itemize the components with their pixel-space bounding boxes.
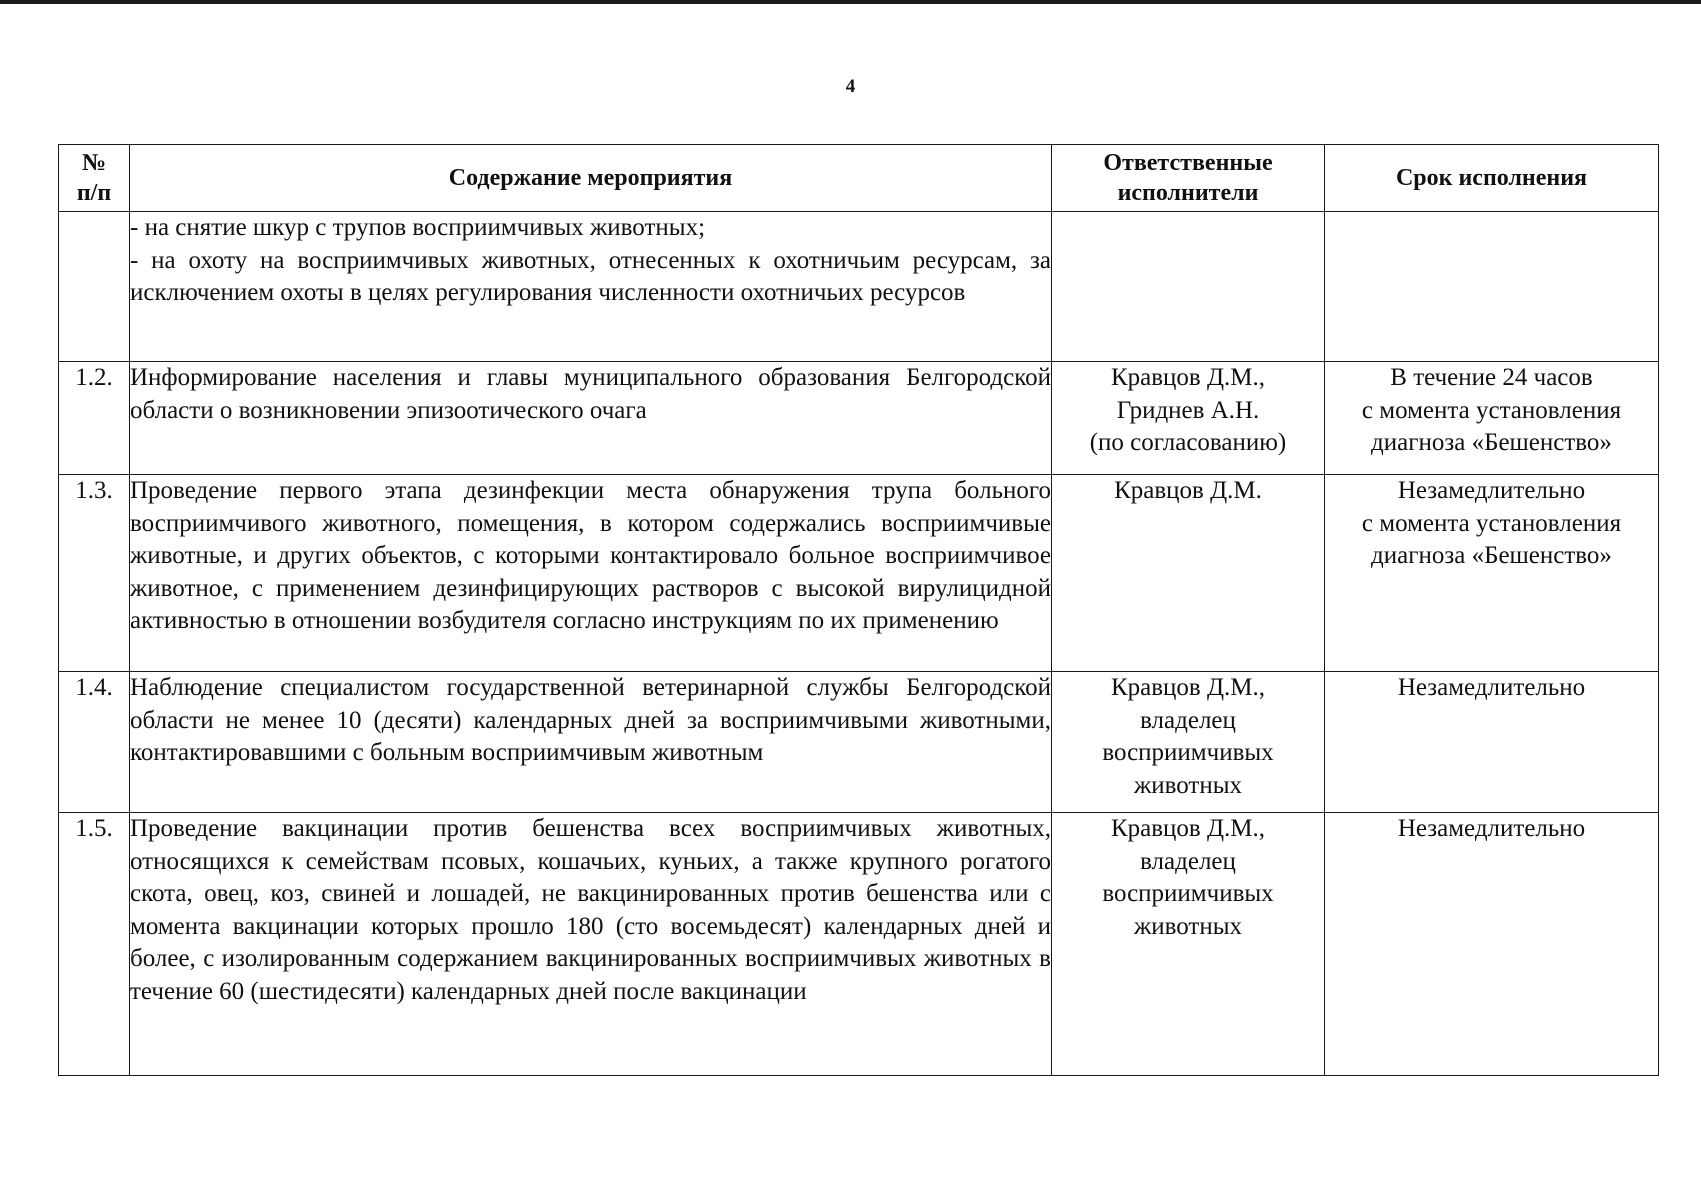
table-row (59, 475, 1659, 672)
term-line: Незамедлительно (1397, 674, 1586, 701)
responsible-line: владелец (1140, 706, 1236, 734)
row-content (130, 813, 1052, 1076)
row-content (130, 362, 1052, 475)
content-line: - на снятие шкур с трупов восприимчивых животных; (130, 214, 706, 241)
responsible-line: восприимчивых (1102, 739, 1274, 766)
row-responsible (1052, 813, 1325, 1076)
responsible-line: животных (1133, 771, 1243, 799)
content-line: Наблюдение специалистом государственной ветеринарной службы Белгородской области не менее 10 (десяти) календарных дней за восприимчивыми животными, контактировавшими с больным восприимчивым животным (130, 674, 1051, 766)
responsible-line: (по согласованию) (1089, 429, 1287, 456)
responsible-line: животных (1133, 912, 1243, 940)
table-row (59, 362, 1659, 475)
table-row (59, 813, 1659, 1076)
responsible-line: Кравцов Д.М. (1114, 477, 1262, 504)
responsible-line: Кравцов Д.М., (1110, 674, 1266, 701)
measures-table (58, 144, 1659, 1076)
row-number: 1.4. (59, 672, 130, 813)
responsible-line: Кравцов Д.М., (1110, 815, 1266, 842)
table-header-row (59, 145, 1659, 212)
header-responsible (1052, 145, 1325, 212)
row-term (1325, 362, 1659, 475)
row-content (130, 212, 1052, 362)
table-row (59, 672, 1659, 813)
row-content (130, 475, 1052, 672)
content-line: Проведение первого этапа дезинфекции места обнаружения трупа больного восприимчивого животного, помещения, в котором содержались восприимчивые животные, и других объектов, с которыми контактировало больное восприимчивое животное, с применением дезинфицирующих растворов с высокой вирулицидной активностью в отношении возбудителя согласно инструкциям по их применению (130, 477, 1051, 634)
term-line: с момента установления (1361, 396, 1622, 424)
responsible-line: Кравцов Д.М., (1110, 364, 1266, 391)
row-responsible (1052, 212, 1325, 362)
responsible-line: владелец (1140, 847, 1236, 875)
term-line: с момента установления (1361, 509, 1622, 537)
responsible-line: восприимчивых (1102, 880, 1274, 907)
row-number: 1.2. (59, 362, 130, 475)
term-line: Незамедлительно (1397, 815, 1586, 842)
row-term (1325, 813, 1659, 1076)
header-responsible-line-2: исполнители (1117, 180, 1259, 206)
content-line: Информирование населения и главы муниципального образования Белгородской области о возникновении эпизоотического очага (130, 364, 1051, 424)
header-responsible-line-1: Ответственные (1103, 150, 1273, 176)
header-num-line-1: № (81, 150, 107, 176)
header-content: Содержание мероприятия (130, 145, 1052, 212)
top-scan-border (0, 0, 1701, 4)
row-responsible (1052, 672, 1325, 813)
table-row (59, 212, 1659, 362)
row-term (1325, 672, 1659, 813)
row-content (130, 672, 1052, 813)
responsible-line: Гриднев А.Н. (1116, 396, 1260, 424)
row-responsible (1052, 475, 1325, 672)
term-line: диагноза «Бешенство» (1371, 429, 1612, 456)
page-number: 4 (845, 76, 856, 97)
term-line: Незамедлительно (1397, 477, 1586, 504)
row-term (1325, 475, 1659, 672)
content-line: Проведение вакцинации против бешенства всех восприимчивых животных, относящихся к семействам псовых, кошачьих, куньих, а также крупного рогатого скота, овец, коз, свиней и лошадей, не вакцинированных против бешенства или с момента вакцинации которых прошло 180 (сто восемьдесят) календарных дней и более, с изолированным содержанием вакцинированных восприимчивых животных в течение 60 (шестидесяти) календарных дней после вакцинации (130, 815, 1051, 1005)
term-line: В течение 24 часов (1390, 364, 1593, 391)
header-num-line-2: п/п (76, 180, 112, 206)
row-number (59, 212, 130, 362)
row-term (1325, 212, 1659, 362)
row-number: 1.5. (59, 813, 130, 1076)
header-num (59, 145, 130, 212)
term-line: диагноза «Бешенство» (1371, 542, 1612, 569)
header-term: Срок исполнения (1325, 145, 1659, 212)
row-responsible (1052, 362, 1325, 475)
row-number: 1.3. (59, 475, 130, 672)
content-line: - на охоту на восприимчивых животных, отнесенных к охотничьим ресурсам, за исключением охоты в целях регулирования численности охотничьих ресурсов (130, 246, 1051, 306)
